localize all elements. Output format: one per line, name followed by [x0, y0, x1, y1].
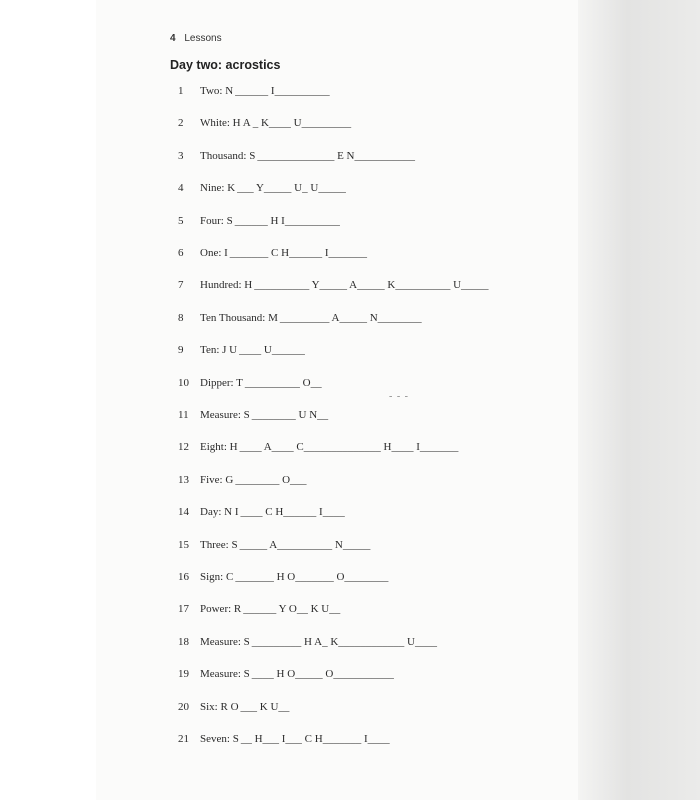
- acrostic-item: [178, 343, 305, 357]
- acrostic-item: [178, 116, 351, 130]
- item-clue: Measure: S: [200, 409, 250, 421]
- acrostic-item: [178, 84, 330, 98]
- item-blanks: __ H___ I___ C H_______ I____: [240, 733, 390, 745]
- item-blanks: ____ C H______ I____: [240, 506, 345, 519]
- running-header: [170, 33, 222, 44]
- item-blanks: _________ H A_ K____________ U____: [251, 635, 437, 648]
- item-number: 1: [178, 85, 184, 97]
- item-number: 13: [178, 473, 189, 486]
- item-blanks: ______ H I__________: [234, 214, 340, 227]
- item-number: 7: [178, 279, 184, 292]
- acrostic-item: [178, 181, 346, 195]
- item-blanks: ___ K U__: [240, 700, 290, 713]
- item-number: 4: [178, 182, 184, 195]
- item-clue: Five: G: [200, 473, 234, 486]
- acrostic-item: [178, 440, 458, 454]
- item-blanks: ____ U______: [239, 344, 305, 357]
- acrostic-item: [178, 732, 390, 746]
- item-number: 11: [178, 409, 189, 421]
- item-blanks: ________ U N__: [251, 409, 329, 421]
- item-clue: Measure: S: [200, 635, 250, 648]
- item-clue: Seven: S: [200, 733, 239, 745]
- item-number: 5: [178, 214, 184, 227]
- item-number: 9: [178, 344, 184, 357]
- item-number: 20: [178, 700, 189, 713]
- acrostic-item: [178, 505, 345, 519]
- item-clue: Four: S: [200, 214, 233, 227]
- item-number: 3: [178, 149, 184, 162]
- item-blanks: _______ C H______ I_______: [229, 247, 367, 259]
- acrostic-item: [178, 473, 307, 487]
- item-number: 2: [178, 117, 184, 130]
- item-clue: White: H A: [200, 117, 251, 130]
- acrostic-item: [178, 311, 422, 325]
- item-clue: Measure: S: [200, 668, 250, 681]
- acrostic-item: [178, 246, 367, 260]
- item-number: 10: [178, 376, 189, 389]
- item-clue: Power: R: [200, 603, 242, 616]
- item-blanks: ______________ E N___________: [257, 149, 415, 162]
- item-clue: Two: N: [200, 85, 234, 97]
- item-number: 8: [178, 311, 184, 324]
- item-clue: Three: S: [200, 538, 238, 551]
- item-number: 21: [178, 733, 189, 745]
- item-number: 6: [178, 247, 184, 259]
- item-blanks: ____ H O_____ O___________: [251, 668, 394, 681]
- item-blanks: _____ A__________ N_____: [239, 538, 371, 551]
- item-blanks: ___ Y_____ U_ U_____: [237, 182, 346, 195]
- item-blanks: ______ Y O__ K U__: [243, 603, 341, 616]
- acrostic-item: [178, 570, 388, 584]
- item-blanks: ______ I__________: [235, 85, 330, 97]
- stray-marks: - - -: [389, 391, 409, 402]
- item-number: 12: [178, 441, 189, 454]
- item-number: 14: [178, 506, 189, 519]
- item-blanks: ________ O___: [235, 473, 307, 486]
- acrostic-item: [178, 538, 370, 552]
- item-clue: Sign: C: [200, 571, 234, 583]
- section-name: Lessons: [184, 33, 222, 44]
- item-clue: Day: N I: [200, 506, 239, 519]
- item-clue: Ten: J U: [200, 344, 238, 357]
- item-blanks: __________ O__: [244, 376, 322, 389]
- item-number: 19: [178, 668, 189, 681]
- item-clue: Ten Thousand: M: [200, 311, 278, 324]
- item-blanks: ____ A____ C______________ H____ I_______: [239, 441, 459, 454]
- item-number: 18: [178, 635, 189, 648]
- item-clue: Eight: H: [200, 441, 238, 454]
- item-blanks: __________ Y_____ A_____ K__________ U_____: [254, 279, 489, 292]
- acrostic-item: [178, 214, 340, 228]
- item-clue: Hundred: H: [200, 279, 253, 292]
- acrostic-item: [178, 635, 437, 649]
- item-clue: Thousand: S: [200, 149, 256, 162]
- acrostic-item: [178, 149, 415, 163]
- item-number: 16: [178, 571, 189, 583]
- item-clue: Six: R O: [200, 700, 239, 713]
- page-gutter-shadow: [578, 0, 700, 800]
- page-number: 4: [170, 33, 176, 44]
- item-blanks: _______ H O_______ O________: [235, 571, 389, 583]
- acrostic-item: [178, 700, 289, 714]
- item-clue: Dipper: T: [200, 376, 243, 389]
- acrostic-item: [178, 408, 328, 422]
- acrostic-item: [178, 278, 489, 292]
- item-clue: One: I: [200, 247, 228, 259]
- item-number: 15: [178, 538, 189, 551]
- acrostic-item: [178, 667, 394, 681]
- item-blanks: _ K____ U_________: [252, 117, 352, 130]
- item-number: 17: [178, 603, 189, 616]
- item-blanks: _________ A_____ N________: [279, 311, 422, 324]
- acrostic-item: [178, 602, 340, 616]
- exercise-title: Day two: acrostics: [170, 58, 281, 72]
- acrostic-item: [178, 376, 322, 390]
- item-clue: Nine: K: [200, 182, 236, 195]
